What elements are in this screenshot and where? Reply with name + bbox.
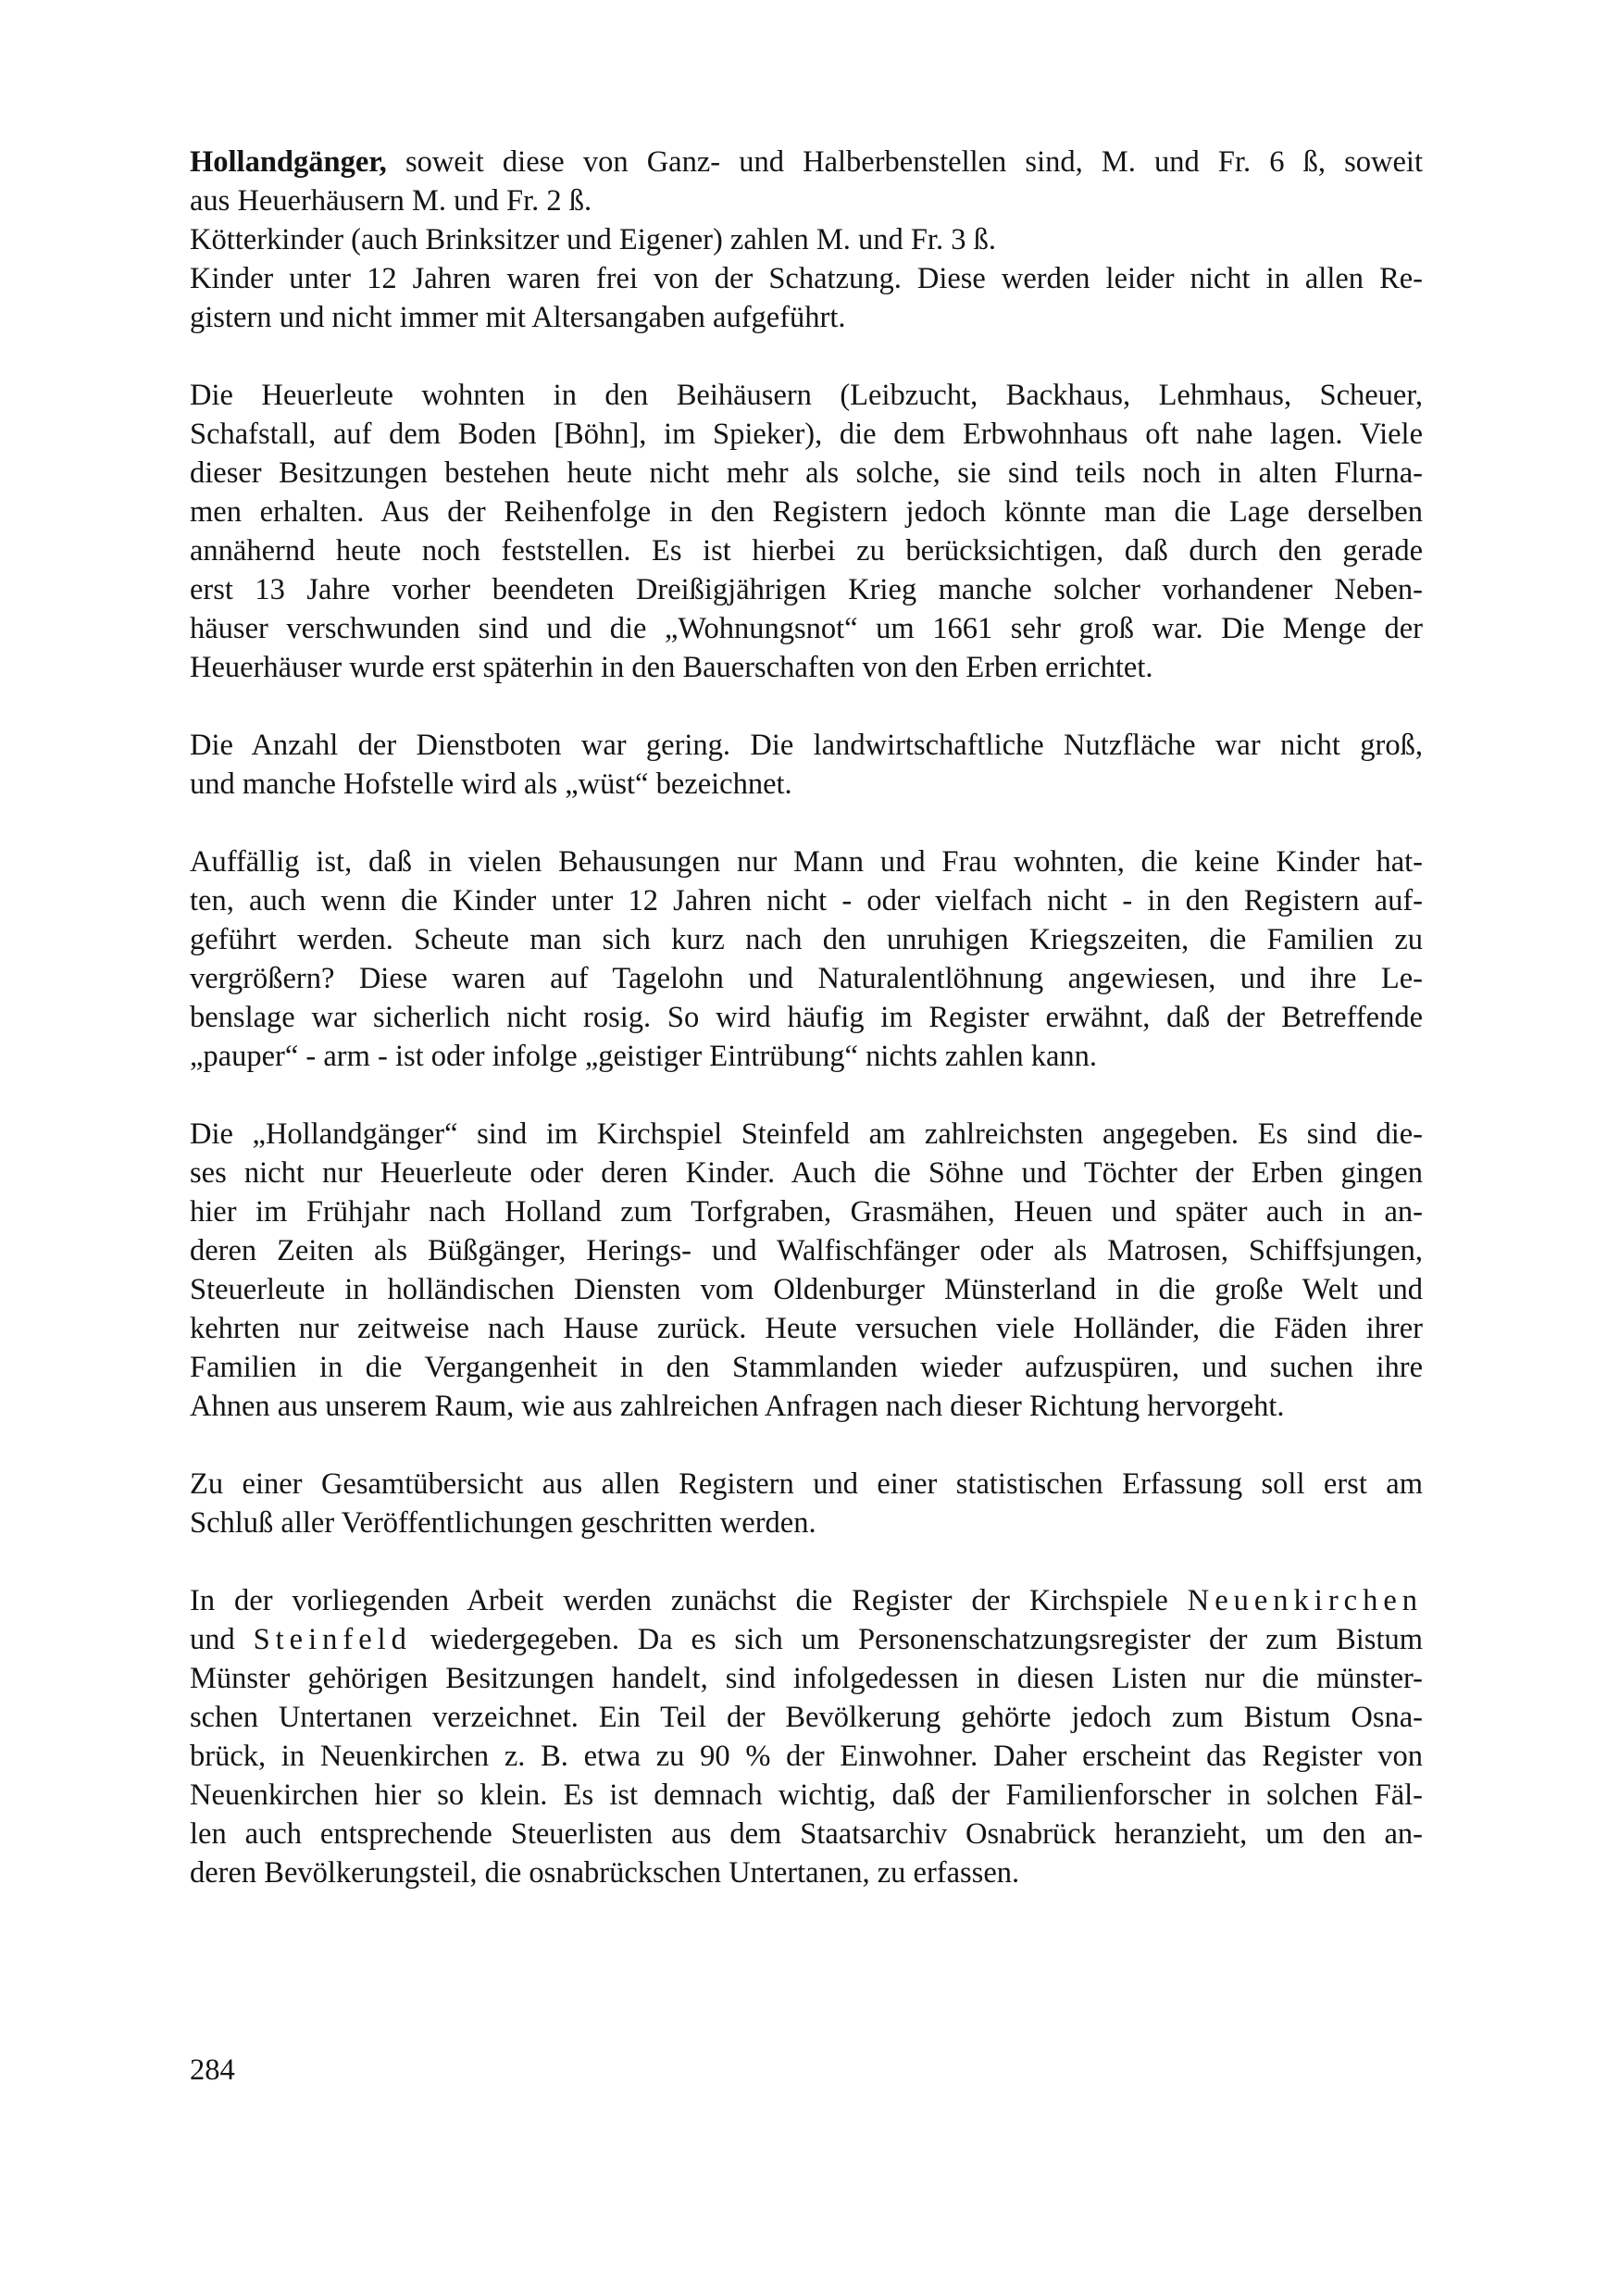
text-line: kehrten nur zeitweise nach Hause zurück. Heute versuchen viele Holländer, die Fäden ihrer xyxy=(190,1312,1423,1345)
paragraph xyxy=(190,143,1423,337)
text-line: In der vorliegenden Arbeit werden zunächst die Register der Kirchspiele Neuenkirchen xyxy=(190,1584,1423,1617)
text-line: Kötterkinder (auch Brinksitzer und Eigener) zahlen M. und Fr. 3 ß. xyxy=(190,223,996,256)
text-line: dieser Besitzungen bestehen heute nicht mehr als solche, sie sind teils noch in alten Flurna- xyxy=(190,456,1423,490)
text-line: benslage war sicherlich nicht rosig. So wird häufig im Register erwähnt, daß der Betreffende xyxy=(190,1001,1423,1034)
text-line: brück, in Neuenkirchen z. B. etwa zu 90 % der Einwohner. Daher erscheint das Register von xyxy=(190,1740,1423,1773)
text-line: gistern und nicht immer mit Altersangaben aufgeführt. xyxy=(190,301,846,334)
page-number: 284 xyxy=(190,2053,235,2087)
paragraph xyxy=(190,376,1423,687)
paragraph xyxy=(190,726,1423,804)
text-line: aus Heuerhäusern M. und Fr. 2 ß. xyxy=(190,184,592,218)
text-line: erst 13 Jahre vorher beendeten Dreißigjährigen Krieg manche solcher vorhandener Neben- xyxy=(190,573,1423,606)
spaced-place-name: Neuenkirchen xyxy=(1187,1584,1423,1617)
text-line: „pauper“ - arm - ist oder infolge „geistiger Eintrübung“ nichts zahlen kann. xyxy=(190,1040,1098,1073)
text-line: deren Bevölkerungsteil, die osnabrückschen Untertanen, zu erfassen. xyxy=(190,1856,1020,1890)
text-line: Münster gehörigen Besitzungen handelt, sind infolgedessen in diesen Listen nur die münster- xyxy=(190,1662,1423,1695)
paragraph xyxy=(190,1115,1423,1426)
bold-term: Hollandgänger, xyxy=(190,145,387,179)
text-line: häuser verschwunden sind und die „Wohnungsnot“ um 1661 sehr groß war. Die Menge der xyxy=(190,612,1423,645)
text-line: Die Heuerleute wohnten in den Beihäusern (Leibzucht, Backhaus, Lehmhaus, Scheuer, xyxy=(190,379,1423,412)
text-line: Die Anzahl der Dienstboten war gering. Die landwirtschaftliche Nutzfläche war nicht groß, xyxy=(190,729,1423,762)
text-line: Zu einer Gesamtübersicht aus allen Registern und einer statistischen Erfassung soll erst am xyxy=(190,1467,1423,1501)
text-line: Ahnen aus unserem Raum, wie aus zahlreichen Anfragen nach dieser Richtung hervorgeht. xyxy=(190,1390,1285,1423)
text-line: ses nicht nur Heuerleute oder deren Kinder. Auch die Söhne und Töchter der Erben gingen xyxy=(190,1156,1423,1190)
text-line: ten, auch wenn die Kinder unter 12 Jahren nicht - oder vielfach nicht - in den Registern auf- xyxy=(190,884,1423,917)
text-line: und Steinfeld wiedergegeben. Da es sich um Personenschatzungsregister der zum Bistum xyxy=(190,1623,1423,1656)
paragraph xyxy=(190,842,1423,1076)
text-line: Hollandgänger, soweit diese von Ganz- und Halberbenstellen sind, M. und Fr. 6 ß, soweit xyxy=(190,145,1423,179)
text-line: Schluß aller Veröffentlichungen geschritten werden. xyxy=(190,1506,816,1540)
text-line: Schafstall, auf dem Boden [Böhn], im Spieker), die dem Erbwohnhaus oft nahe lagen. Viele xyxy=(190,418,1423,451)
text-line: Auffällig ist, daß in vielen Behausungen nur Mann und Frau wohnten, die keine Kinder hat- xyxy=(190,845,1423,879)
text-line: Neuenkirchen hier so klein. Es ist demnach wichtig, daß der Familienforscher in solchen Fäl- xyxy=(190,1778,1423,1812)
text-line: annähernd heute noch feststellen. Es ist hierbei zu berücksichtigen, daß durch den gerade xyxy=(190,534,1423,568)
text-line: geführt werden. Scheute man sich kurz nach den unruhigen Kriegszeiten, die Familien zu xyxy=(190,923,1423,956)
body-text xyxy=(190,143,1423,1931)
text-line: vergrößern? Diese waren auf Tagelohn und Naturalentlöhnung angewiesen, und ihre Le- xyxy=(190,962,1423,995)
spaced-place-name: Steinfeld xyxy=(253,1623,412,1656)
text-line: schen Untertanen verzeichnet. Ein Teil der Bevölkerung gehörte jedoch zum Bistum Osna- xyxy=(190,1701,1423,1734)
text-line: len auch entsprechende Steuerlisten aus dem Staatsarchiv Osnabrück heranzieht, um den an- xyxy=(190,1817,1423,1851)
text-line: Kinder unter 12 Jahren waren frei von der Schatzung. Diese werden leider nicht in allen Re- xyxy=(190,262,1423,295)
text-line: Die „Hollandgänger“ sind im Kirchspiel Steinfeld am zahlreichsten angegeben. Es sind die- xyxy=(190,1117,1423,1151)
text-line: deren Zeiten als Büßgänger, Herings- und Walfischfänger oder als Matrosen, Schiffsjungen, xyxy=(190,1234,1423,1267)
text-line: Steuerleute in holländischen Diensten vom Oldenburger Münsterland in die große Welt und xyxy=(190,1273,1423,1306)
text-line: men erhalten. Aus der Reihenfolge in den Registern jedoch könnte man die Lage derselben xyxy=(190,495,1423,529)
text-line: hier im Frühjahr nach Holland zum Torfgraben, Grasmähen, Heuen und später auch in an- xyxy=(190,1195,1423,1229)
text-line: und manche Hofstelle wird als „wüst“ bezeichnet. xyxy=(190,767,792,801)
paragraph xyxy=(190,1581,1423,1892)
text-line: Familien in die Vergangenheit in den Stammlanden wieder aufzuspüren, und suchen ihre xyxy=(190,1351,1423,1384)
text-line: Heuerhäuser wurde erst späterhin in den Bauerschaften von den Erben errichtet. xyxy=(190,651,1153,684)
paragraph xyxy=(190,1465,1423,1542)
